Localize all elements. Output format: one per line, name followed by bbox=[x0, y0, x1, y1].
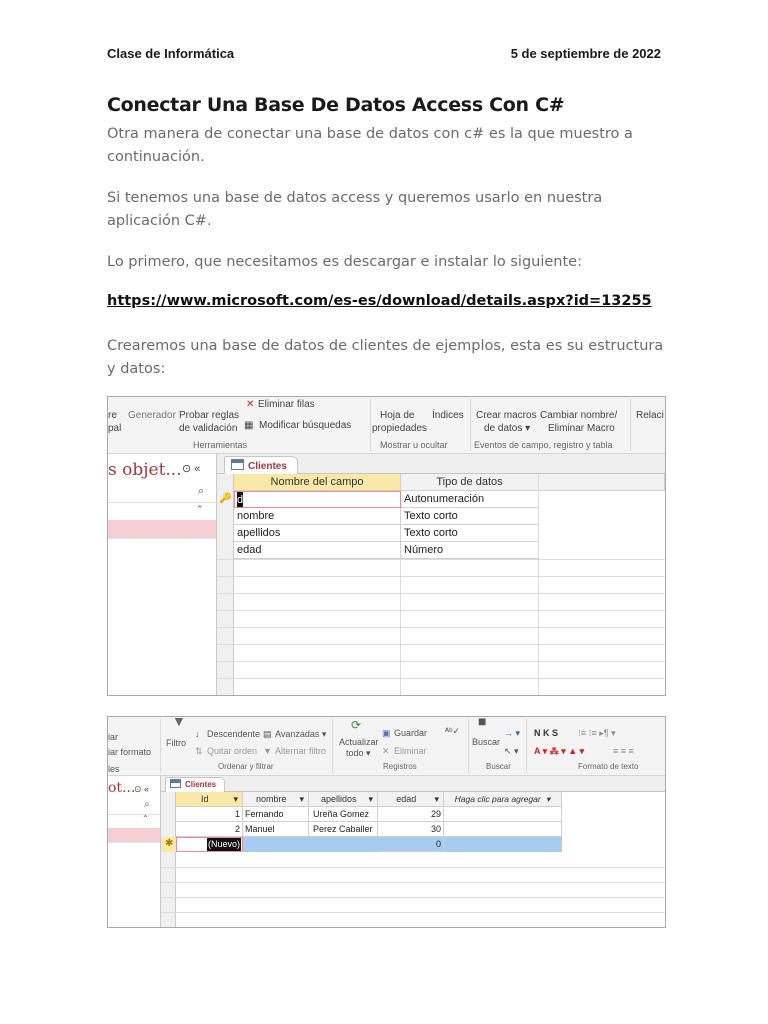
grid-line bbox=[217, 661, 665, 662]
create-data-macros-button-line2: de datos ▾ bbox=[484, 423, 531, 434]
search-icon[interactable]: ⌕ bbox=[144, 799, 150, 810]
ribbon-separator bbox=[630, 399, 631, 451]
cell-id[interactable]: 2 bbox=[176, 822, 243, 837]
create-data-macros-button[interactable]: Crear macros bbox=[476, 410, 537, 421]
table-icon bbox=[231, 459, 244, 470]
nav-pane-title: ot... bbox=[108, 780, 136, 796]
ribbon-separator bbox=[468, 719, 469, 773]
column-header-apellidos-label: apellidos bbox=[320, 794, 357, 804]
refresh-all-button-line2: todo ▾ bbox=[346, 748, 371, 758]
test-rules-button-line2: de validación bbox=[179, 423, 238, 434]
paragraph-structure: Crearemos una base de datos de clientes de ejemplos, esta es su estructura y datos: bbox=[107, 338, 664, 377]
data-type-cell[interactable]: Texto corto bbox=[401, 525, 539, 542]
data-type-cell[interactable]: Autonumeración bbox=[401, 491, 539, 508]
cell-apellidos[interactable]: Ureña Gomez bbox=[309, 807, 378, 822]
table-icon bbox=[170, 779, 181, 788]
column-header-blank bbox=[539, 474, 665, 491]
ribbon bbox=[108, 397, 665, 454]
grid-line bbox=[161, 897, 665, 898]
new-record-star-icon: ✱ bbox=[165, 838, 174, 849]
grid-line bbox=[217, 644, 665, 645]
list-format-icons: ⁝≡ ⁝≡ ▸¶ ▾ bbox=[578, 728, 616, 738]
refresh-icon: ⟳ bbox=[351, 718, 362, 732]
group-label-tools: Herramientas bbox=[193, 440, 248, 450]
nav-selected-item[interactable] bbox=[108, 828, 160, 843]
clear-sort-button[interactable]: Quitar orden bbox=[207, 746, 258, 756]
dropdown-arrow-icon[interactable]: ▾ bbox=[299, 794, 304, 804]
column-header-nombre-label: nombre bbox=[255, 794, 287, 804]
chevron-up-icon[interactable]: ⌃ bbox=[196, 504, 204, 514]
ribbon-cut-label: re bbox=[108, 410, 117, 421]
column-header-add-new[interactable] bbox=[444, 792, 562, 807]
group-label-show-hide: Mostrar u ocultar bbox=[380, 440, 448, 450]
document-tab-strip bbox=[217, 454, 665, 474]
go-to-icon[interactable]: → ▾ bbox=[504, 728, 521, 738]
ribbon-separator bbox=[370, 399, 371, 451]
grid-line bbox=[217, 559, 665, 560]
grid-line bbox=[161, 867, 665, 868]
modify-lookups-icon: ▦ bbox=[244, 420, 254, 431]
document-tab-strip bbox=[161, 776, 665, 792]
builder-button[interactable]: Generador bbox=[128, 410, 176, 421]
nav-pane-title: s objet... bbox=[108, 460, 182, 480]
grid-line bbox=[161, 882, 665, 883]
advanced-filter-button[interactable]: Avanzadas ▾ bbox=[275, 729, 327, 739]
column-header-field-name[interactable]: Nombre del campo bbox=[234, 474, 401, 491]
cell-edad-new[interactable]: 0 bbox=[378, 837, 444, 852]
nav-pane-controls[interactable]: ⊙ « bbox=[134, 784, 150, 794]
ribbon bbox=[108, 717, 665, 776]
column-header-add-new-label: Haga clic para agregar bbox=[454, 794, 541, 804]
dropdown-arrow-icon[interactable]: ▾ bbox=[434, 794, 439, 804]
primary-key-icon: 🔑 bbox=[219, 493, 232, 504]
select-icon[interactable]: ↖ ▾ bbox=[504, 746, 519, 756]
field-name-cell[interactable] bbox=[234, 491, 401, 508]
group-label-text-format: Formato de texto bbox=[578, 762, 639, 771]
cell-nombre[interactable]: Fernando bbox=[243, 807, 309, 822]
column-header-data-type[interactable]: Tipo de datos bbox=[401, 474, 539, 491]
header-course: Clase de Informática bbox=[107, 46, 235, 61]
chevron-up-icon[interactable]: ⌃ bbox=[142, 814, 149, 823]
tab-clientes-label: Clientes bbox=[248, 461, 287, 472]
tab-clientes[interactable] bbox=[224, 456, 298, 475]
property-sheet-button[interactable]: Hoja de bbox=[380, 410, 415, 421]
data-type-cell[interactable]: Texto corto bbox=[401, 508, 539, 525]
refresh-all-button[interactable]: Actualizar bbox=[339, 737, 379, 747]
ribbon-cut-label: iar bbox=[108, 732, 119, 742]
delete-icon: ✕ bbox=[382, 746, 390, 756]
spelling-icon: ᴬᵇ✓ bbox=[445, 726, 461, 736]
ribbon-cut-label: pal bbox=[108, 423, 122, 434]
sort-descending-icon: ↓ bbox=[195, 729, 200, 739]
field-name-text: d bbox=[237, 494, 244, 506]
navigation-pane bbox=[108, 776, 161, 927]
indexes-button[interactable]: Índices bbox=[432, 410, 464, 421]
column-header-id-label: Id bbox=[200, 794, 209, 804]
paragraph-download: Lo primero, que necesitamos es descargar e instalar lo siguiente: bbox=[107, 254, 582, 270]
column-header-apellidos[interactable] bbox=[309, 792, 378, 807]
filter-icon: ▼ bbox=[172, 716, 186, 729]
sort-descending-button[interactable]: Descendente bbox=[207, 729, 261, 739]
cell-edad[interactable]: 29 bbox=[378, 807, 444, 822]
ribbon-cut-label: les bbox=[108, 764, 120, 774]
nav-selected-item[interactable] bbox=[108, 520, 216, 539]
field-name-cell[interactable]: nombre bbox=[234, 508, 401, 525]
save-icon: ▣ bbox=[382, 728, 391, 738]
rename-macro-button-line2: Eliminar Macro bbox=[548, 423, 615, 434]
field-name-cell[interactable]: apellidos bbox=[234, 525, 401, 542]
advanced-filter-icon: ▤ bbox=[263, 729, 272, 739]
grid-line bbox=[161, 912, 665, 913]
search-icon[interactable]: ⌕ bbox=[198, 485, 205, 497]
cell-id-new[interactable] bbox=[176, 837, 243, 852]
find-button[interactable]: Buscar bbox=[472, 737, 501, 747]
record-selector-column bbox=[161, 792, 176, 927]
download-link[interactable]: https://www.microsoft.com/es-es/download/details.aspx?id=13255 bbox=[107, 293, 652, 309]
dropdown-arrow-icon[interactable]: ▾ bbox=[233, 794, 238, 804]
modify-lookups-button[interactable]: Modificar búsquedas bbox=[259, 420, 352, 431]
text-format-buttons[interactable]: N K S bbox=[534, 728, 559, 738]
group-label-events: Eventos de campo, registro y tabla bbox=[474, 440, 613, 450]
search-row bbox=[108, 484, 216, 503]
align-icons: ≡ ≡ ≡ bbox=[613, 746, 634, 756]
header-date: 5 de septiembre de 2022 bbox=[510, 46, 661, 61]
dropdown-arrow-icon[interactable]: ▾ bbox=[546, 794, 551, 804]
paragraph-access: Si tenemos una base de datos access y queremos usarlo en nuestra aplicación C#. bbox=[107, 190, 603, 229]
toggle-filter-button[interactable]: Alternar filtro bbox=[275, 746, 327, 756]
save-button[interactable]: Guardar bbox=[394, 728, 428, 738]
test-rules-button[interactable]: Probar reglas bbox=[179, 410, 240, 421]
column-header-edad-label: edad bbox=[396, 794, 417, 804]
cell-id[interactable]: 1 bbox=[176, 807, 243, 822]
font-color-icon[interactable]: A ▾ ⁂ ▾ ▲ ▾ bbox=[534, 746, 585, 756]
relationships-button[interactable]: Relaci bbox=[636, 410, 664, 421]
column-header-nombre[interactable] bbox=[243, 792, 309, 807]
grid-line bbox=[217, 610, 665, 611]
grid-line bbox=[400, 559, 401, 695]
delete-rows-icon: ✕ bbox=[246, 399, 255, 410]
grid-line bbox=[217, 576, 665, 577]
cell-edad[interactable]: 30 bbox=[378, 822, 444, 837]
group-label-find: Buscar bbox=[486, 762, 511, 771]
filter-button[interactable]: Filtro bbox=[166, 738, 186, 748]
grid-line bbox=[217, 678, 665, 679]
tab-clientes[interactable] bbox=[165, 777, 225, 792]
grid-line bbox=[217, 627, 665, 628]
nav-group-header bbox=[108, 502, 216, 521]
cell-apellidos[interactable]: Perez Caballer bbox=[309, 822, 378, 837]
nav-pane-controls[interactable]: ⊙ « bbox=[182, 463, 201, 475]
column-header-edad[interactable] bbox=[378, 792, 444, 807]
field-name-cell[interactable]: edad bbox=[234, 542, 401, 559]
nav-group-header bbox=[108, 814, 160, 829]
group-label-records: Registros bbox=[383, 762, 417, 771]
cell-nombre[interactable]: Manuel bbox=[243, 822, 309, 837]
cell-id-new-text: (Nuevo) bbox=[207, 839, 240, 849]
grid-line bbox=[538, 474, 539, 695]
column-header-id[interactable] bbox=[176, 792, 243, 807]
dropdown-arrow-icon[interactable]: ▾ bbox=[368, 794, 373, 804]
group-label-sort-filter: Ordenar y filtrar bbox=[218, 762, 274, 771]
tab-clientes-label: Clientes bbox=[185, 780, 217, 789]
grid-line bbox=[217, 593, 665, 594]
ribbon-separator bbox=[160, 719, 161, 773]
paragraph-intro: Otra manera de conectar una base de datos con c# es la que muestro a continuación. bbox=[107, 126, 633, 165]
delete-button[interactable]: Eliminar bbox=[394, 746, 427, 756]
ribbon-separator bbox=[332, 719, 333, 773]
cell-add-new[interactable] bbox=[444, 822, 562, 837]
property-sheet-button-line2: propiedades bbox=[372, 423, 428, 434]
clear-sort-icon: ⇅ bbox=[195, 746, 203, 756]
access-design-view-screenshot bbox=[107, 396, 666, 696]
data-type-cell[interactable]: Número bbox=[401, 542, 539, 559]
ribbon-separator bbox=[526, 719, 527, 773]
delete-rows-button[interactable]: Eliminar filas bbox=[258, 399, 315, 410]
ribbon-separator bbox=[470, 399, 471, 451]
search-row bbox=[108, 798, 160, 815]
access-datasheet-view-screenshot bbox=[107, 716, 666, 928]
page-title: Conectar Una Base De Datos Access Con C# bbox=[107, 94, 565, 116]
rename-macro-button[interactable]: Cambiar nombre/ bbox=[540, 410, 618, 421]
toggle-filter-icon: ▼ bbox=[263, 746, 272, 756]
ribbon-cut-label: iar formato bbox=[108, 747, 152, 757]
binoculars-icon: ■ bbox=[478, 716, 487, 729]
navigation-pane bbox=[108, 454, 217, 695]
cell-add-new[interactable] bbox=[444, 807, 562, 822]
